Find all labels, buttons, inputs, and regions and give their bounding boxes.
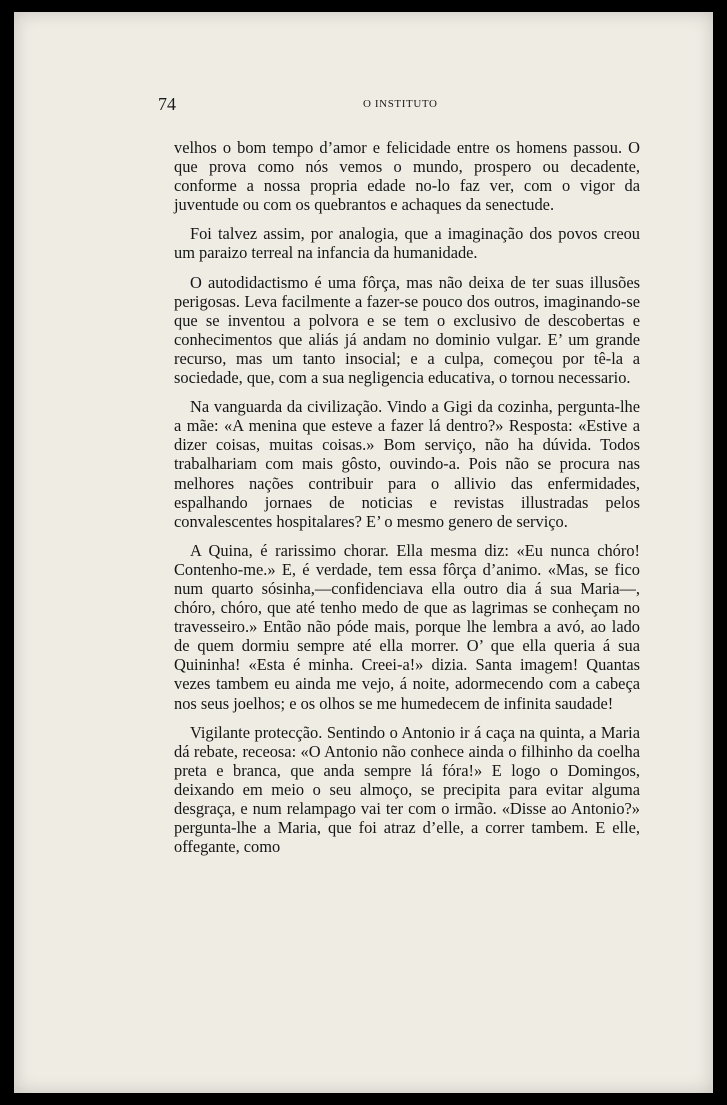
page-number: 74 [158,94,176,114]
body-text [174,138,640,856]
book-page [14,12,713,1093]
paragraph-continuation: velhos o bom tempo d’amor e felicidade entre os homens passou. O que prova como nós vemos o mundo, prospero ou decadente, conforme a nossa propria edade no-lo faz ver, com o vigor da juventude ou com os quebrantos e achaques da senectude. [174,138,640,215]
page-header [158,92,638,120]
paragraph: Vigilante protecção. Sentindo o Antonio ir á caça na quinta, a Maria dá rebate, receosa: «O Antonio não conhece ainda o filhinho da coelha preta e branca, que anda sempre lá fóra!» E logo o Domingos, deixando em meio o seu almoço, se precipita para evitar alguma desgraça, e num relampago vai ter com o irmão. «Disse ao Antonio?» pergunta-lhe a Maria, que foi atraz d’elle, a correr tambem. E elle, offegante, como [174,722,640,857]
paragraph: Na vanguarda da civilização. Vindo a Gigi da cozinha, pergunta-lhe a mãe: «A menina que esteve a fazer lá dentro?» Resposta: «Estive a dizer coisas, muitas coisas.» Bom serviço, não ha dúvida. Todos trabalhariam com mais gôsto, ouvindo-a. Pois não se procura nas melhores nações contribuir para o allivio das enfermidades, espalhando jornaes de noticias e revistas illustradas pelos convalescentes hospitalares? E’ o mesmo genero de serviço. [174,397,640,531]
paragraph: Foi talvez assim, por analogia, que a imaginação dos povos creou um paraizo terreal na infancia da humanidade. [174,224,640,263]
paragraph: A Quina, é rarissimo chorar. Ella mesma diz: «Eu nunca chóro! Contenho-me.» E, é verdade, tem essa fôrça d’animo. «Mas, se fico num quarto sósinha,—confidenciava ella outro dia á sua Maria—, chóro, chóro, que até tenho medo de que as lagrimas se conheçam no travesseiro.» Então não póde mais, porque lhe lembra a avó, ao lado de quem dormiu sempre até ella morrer. O’ que ella queria á sua Quininha! «Esta é minha. Creei-a!» dizia. Santa imagem! Quantas vezes tambem eu ainda me vejo, á noite, adormecendo com a cabeça nos seus joelhos; e os olhos se me humedecem de infinita saudade! [174,540,640,713]
running-title: O INSTITUTO [363,98,438,110]
paragraph: O autodidactismo é uma fôrça, mas não deixa de ter suas illusões perigosas. Leva facilmente a fazer-se pouco dos outros, imaginando-se que se inventou a polvora e se tem o exclusivo de descobertas e conhecimentos que aliás já andam no dominio vulgar. E’ um grande recurso, mas um tanto insocial; e a culpa, começou por tê-la a sociedade, que, com a sua negligencia educativa, o tornou necessario. [174,272,640,388]
